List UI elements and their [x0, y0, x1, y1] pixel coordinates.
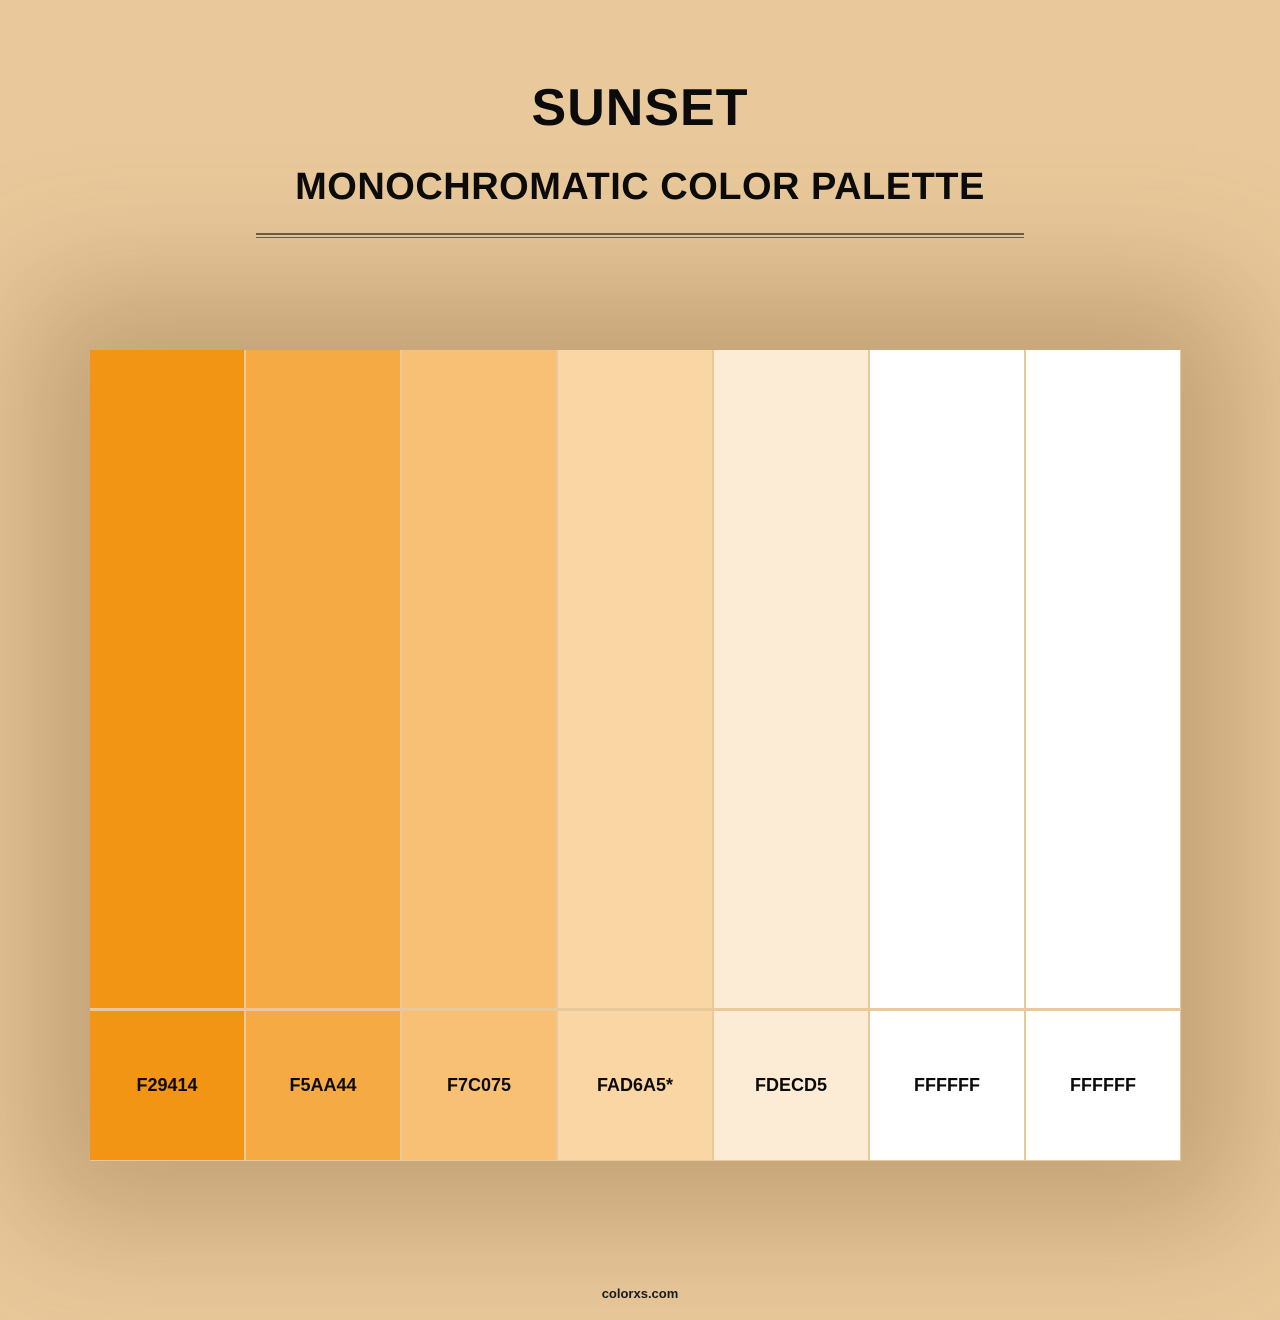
color-hex-label[interactable]: F5AA44	[246, 1011, 400, 1160]
color-swatch[interactable]	[246, 350, 400, 1008]
color-swatch[interactable]	[714, 350, 868, 1008]
color-swatch[interactable]	[402, 350, 556, 1008]
color-palette	[90, 350, 1181, 1161]
color-hex-label[interactable]: F7C075	[402, 1011, 556, 1160]
color-hex-label[interactable]: FFFFFF	[870, 1011, 1024, 1160]
palette-subtitle: MONOCHROMATIC COLOR PALETTE	[295, 166, 985, 208]
color-hex-label[interactable]: FDECD5	[714, 1011, 868, 1160]
color-hex-label[interactable]: FFFFFF	[1026, 1011, 1180, 1160]
color-swatch[interactable]	[870, 350, 1024, 1008]
color-swatch[interactable]	[1026, 350, 1180, 1008]
color-hex-label[interactable]: F29414	[90, 1011, 244, 1160]
color-swatch[interactable]	[558, 350, 712, 1008]
color-hex-label[interactable]: FAD6A5*	[558, 1011, 712, 1160]
footer-site[interactable]: colorxs.com	[601, 1286, 679, 1301]
palette-title: SUNSET	[531, 79, 749, 137]
color-swatch[interactable]	[90, 350, 244, 1008]
divider	[256, 233, 1024, 235]
divider-secondary	[256, 237, 1024, 238]
